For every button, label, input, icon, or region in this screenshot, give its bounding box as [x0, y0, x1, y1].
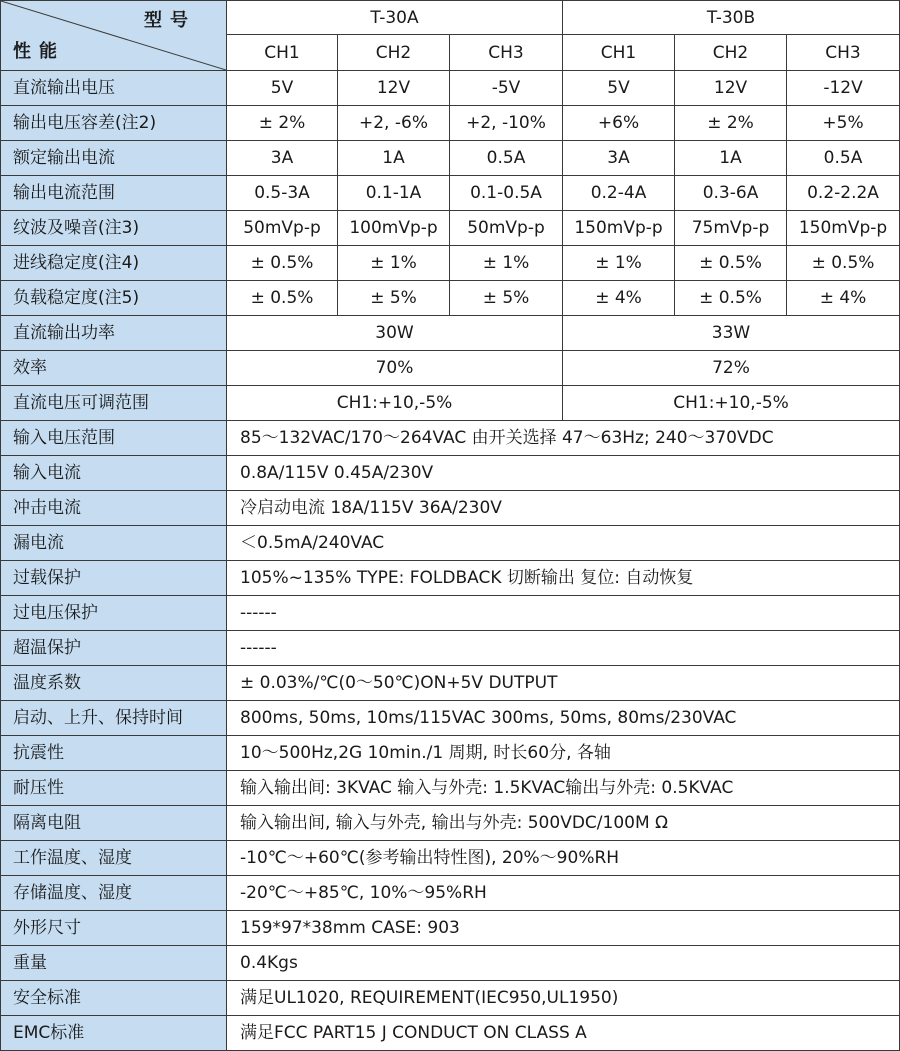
table-row [1, 911, 900, 946]
table-row [1, 596, 900, 631]
table-row [1, 106, 900, 141]
channel-value-cell: 50mVp-p [227, 211, 338, 246]
spec-value-cell: 105%~135% TYPE: FOLDBACK 切断输出 复位: 自动恢复 [227, 561, 900, 596]
channel-header: CH3 [450, 35, 563, 71]
row-label: 启动、上升、保持时间 [1, 701, 227, 736]
row-label: 额定输出电流 [1, 141, 227, 176]
channel-value-cell: 12V [675, 71, 787, 106]
row-label: 纹波及噪音(注3) [1, 211, 227, 246]
model-a-value-cell: CH1:+10,-5% [227, 386, 563, 421]
channel-value-cell: ± 0.5% [787, 246, 900, 281]
channel-value-cell: -12V [787, 71, 900, 106]
spec-value-cell: ± 0.03%/℃(0～50℃)ON+5V DUTPUT [227, 666, 900, 701]
table-row [1, 246, 900, 281]
channel-value-cell: 75mVp-p [675, 211, 787, 246]
table-row [1, 561, 900, 596]
row-label: 直流输出电压 [1, 71, 227, 106]
channel-value-cell: 1A [338, 141, 450, 176]
model-b-value-cell: 72% [563, 351, 900, 386]
model-a-header: T-30A [227, 1, 563, 35]
row-label: 过载保护 [1, 561, 227, 596]
table-row [1, 701, 900, 736]
spec-value-cell: 输入输出间: 3KVAC 输入与外壳: 1.5KVAC输出与外壳: 0.5KVAC [227, 771, 900, 806]
row-label: 输入电流 [1, 456, 227, 491]
channel-value-cell: ± 4% [563, 281, 675, 316]
table-row [1, 176, 900, 211]
row-label: 过电压保护 [1, 596, 227, 631]
spec-value-cell: 85～132VAC/170～264VAC 由开关选择 47～63Hz; 240～370VDC [227, 421, 900, 456]
row-label: 外形尺寸 [1, 911, 227, 946]
channel-value-cell: ± 1% [338, 246, 450, 281]
row-label: 负载稳定度(注5) [1, 281, 227, 316]
channel-header: CH2 [338, 35, 450, 71]
table-row [1, 281, 900, 316]
model-b-header: T-30B [563, 1, 900, 35]
table-row [1, 456, 900, 491]
table-row [1, 421, 900, 456]
table-row [1, 981, 900, 1016]
model-b-value-cell: 33W [563, 316, 900, 351]
channel-value-cell: ± 0.5% [675, 246, 787, 281]
spec-value-cell: 10～500Hz,2G 10min./1 周期, 时长60分, 各轴 [227, 736, 900, 771]
channel-header: CH1 [563, 35, 675, 71]
row-label: 安全标准 [1, 981, 227, 1016]
channel-value-cell: ± 0.5% [675, 281, 787, 316]
table-row [1, 1016, 900, 1051]
table-row [1, 351, 900, 386]
table-row [1, 631, 900, 666]
spec-value-cell: ------ [227, 596, 900, 631]
row-label: 温度系数 [1, 666, 227, 701]
channel-value-cell: 150mVp-p [787, 211, 900, 246]
channel-header: CH2 [675, 35, 787, 71]
channel-value-cell: +2, -6% [338, 106, 450, 141]
row-label: 存储温度、湿度 [1, 876, 227, 911]
channel-value-cell: 1A [675, 141, 787, 176]
channel-value-cell: ± 2% [675, 106, 787, 141]
table-row [1, 876, 900, 911]
channel-value-cell: ± 1% [450, 246, 563, 281]
model-b-value-cell: CH1:+10,-5% [563, 386, 900, 421]
table-row [1, 141, 900, 176]
table-row [1, 736, 900, 771]
channel-value-cell: 5V [563, 71, 675, 106]
row-label: 进线稳定度(注4) [1, 246, 227, 281]
row-label: 漏电流 [1, 526, 227, 561]
table-row [1, 771, 900, 806]
channel-value-cell: 5V [227, 71, 338, 106]
table-row [1, 386, 900, 421]
spec-value-cell: -10℃～+60℃(参考输出特性图), 20%～90%RH [227, 841, 900, 876]
row-label: 隔离电阻 [1, 806, 227, 841]
channel-header: CH3 [787, 35, 900, 71]
channel-value-cell: +5% [787, 106, 900, 141]
corner-header-cell [1, 1, 227, 71]
spec-value-cell: 159*97*38mm CASE: 903 [227, 911, 900, 946]
row-label: 冲击电流 [1, 491, 227, 526]
row-label: 重量 [1, 946, 227, 981]
table-row [1, 806, 900, 841]
row-label: 工作温度、湿度 [1, 841, 227, 876]
channel-value-cell: 0.3-6A [675, 176, 787, 211]
channel-value-cell: 0.5-3A [227, 176, 338, 211]
row-label: 输入电压范围 [1, 421, 227, 456]
row-label: 输出电压容差(注2) [1, 106, 227, 141]
channel-value-cell: 0.2-2.2A [787, 176, 900, 211]
channel-value-cell: 12V [338, 71, 450, 106]
table-row [1, 526, 900, 561]
channel-value-cell: 100mVp-p [338, 211, 450, 246]
spec-value-cell: 满足UL1020, REQUIREMENT(IEC950,UL1950) [227, 981, 900, 1016]
table-row [1, 211, 900, 246]
model-a-value-cell: 30W [227, 316, 563, 351]
table-row [1, 316, 900, 351]
channel-value-cell: ± 1% [563, 246, 675, 281]
channel-value-cell: 3A [227, 141, 338, 176]
corner-performance-label: 性能 [13, 41, 65, 62]
table-row [1, 666, 900, 701]
spec-value-cell: -20℃～+85℃, 10%～95%RH [227, 876, 900, 911]
channel-value-cell: 0.1-0.5A [450, 176, 563, 211]
table-row [1, 946, 900, 981]
row-label: 直流电压可调范围 [1, 386, 227, 421]
channel-value-cell: 0.2-4A [563, 176, 675, 211]
channel-value-cell: 0.1-1A [338, 176, 450, 211]
channel-value-cell: ± 5% [338, 281, 450, 316]
channel-value-cell: 0.5A [450, 141, 563, 176]
channel-value-cell: +2, -10% [450, 106, 563, 141]
channel-value-cell: 50mVp-p [450, 211, 563, 246]
header-row-models [1, 1, 900, 35]
row-label: 抗震性 [1, 736, 227, 771]
channel-header: CH1 [227, 35, 338, 71]
spec-value-cell: 冷启动电流 18A/115V 36A/230V [227, 491, 900, 526]
spec-value-cell: 800ms, 50ms, 10ms/115VAC 300ms, 50ms, 80ms/230VAC [227, 701, 900, 736]
spec-value-cell: 输入输出间, 输入与外壳, 输出与外壳: 500VDC/100M Ω [227, 806, 900, 841]
channel-value-cell: ± 5% [450, 281, 563, 316]
spec-value-cell: ------ [227, 631, 900, 666]
spec-value-cell: 0.8A/115V 0.45A/230V [227, 456, 900, 491]
spec-value-cell: ＜0.5mA/240VAC [227, 526, 900, 561]
table-row [1, 491, 900, 526]
row-label: EMC标准 [1, 1016, 227, 1051]
channel-value-cell: ± 2% [227, 106, 338, 141]
table-row [1, 71, 900, 106]
model-a-value-cell: 70% [227, 351, 563, 386]
channel-value-cell: 150mVp-p [563, 211, 675, 246]
row-label: 直流输出功率 [1, 316, 227, 351]
spec-value-cell: 0.4Kgs [227, 946, 900, 981]
channel-value-cell: +6% [563, 106, 675, 141]
row-label: 耐压性 [1, 771, 227, 806]
row-label: 输出电流范围 [1, 176, 227, 211]
channel-value-cell: ± 0.5% [227, 281, 338, 316]
spec-value-cell: 满足FCC PART15 J CONDUCT ON CLASS A [227, 1016, 900, 1051]
channel-value-cell: 3A [563, 141, 675, 176]
row-label: 效率 [1, 351, 227, 386]
channel-value-cell: ± 4% [787, 281, 900, 316]
corner-model-label: 型号 [144, 10, 196, 31]
channel-value-cell: ± 0.5% [227, 246, 338, 281]
row-label: 超温保护 [1, 631, 227, 666]
channel-value-cell: -5V [450, 71, 563, 106]
channel-value-cell: 0.5A [787, 141, 900, 176]
table-row [1, 841, 900, 876]
